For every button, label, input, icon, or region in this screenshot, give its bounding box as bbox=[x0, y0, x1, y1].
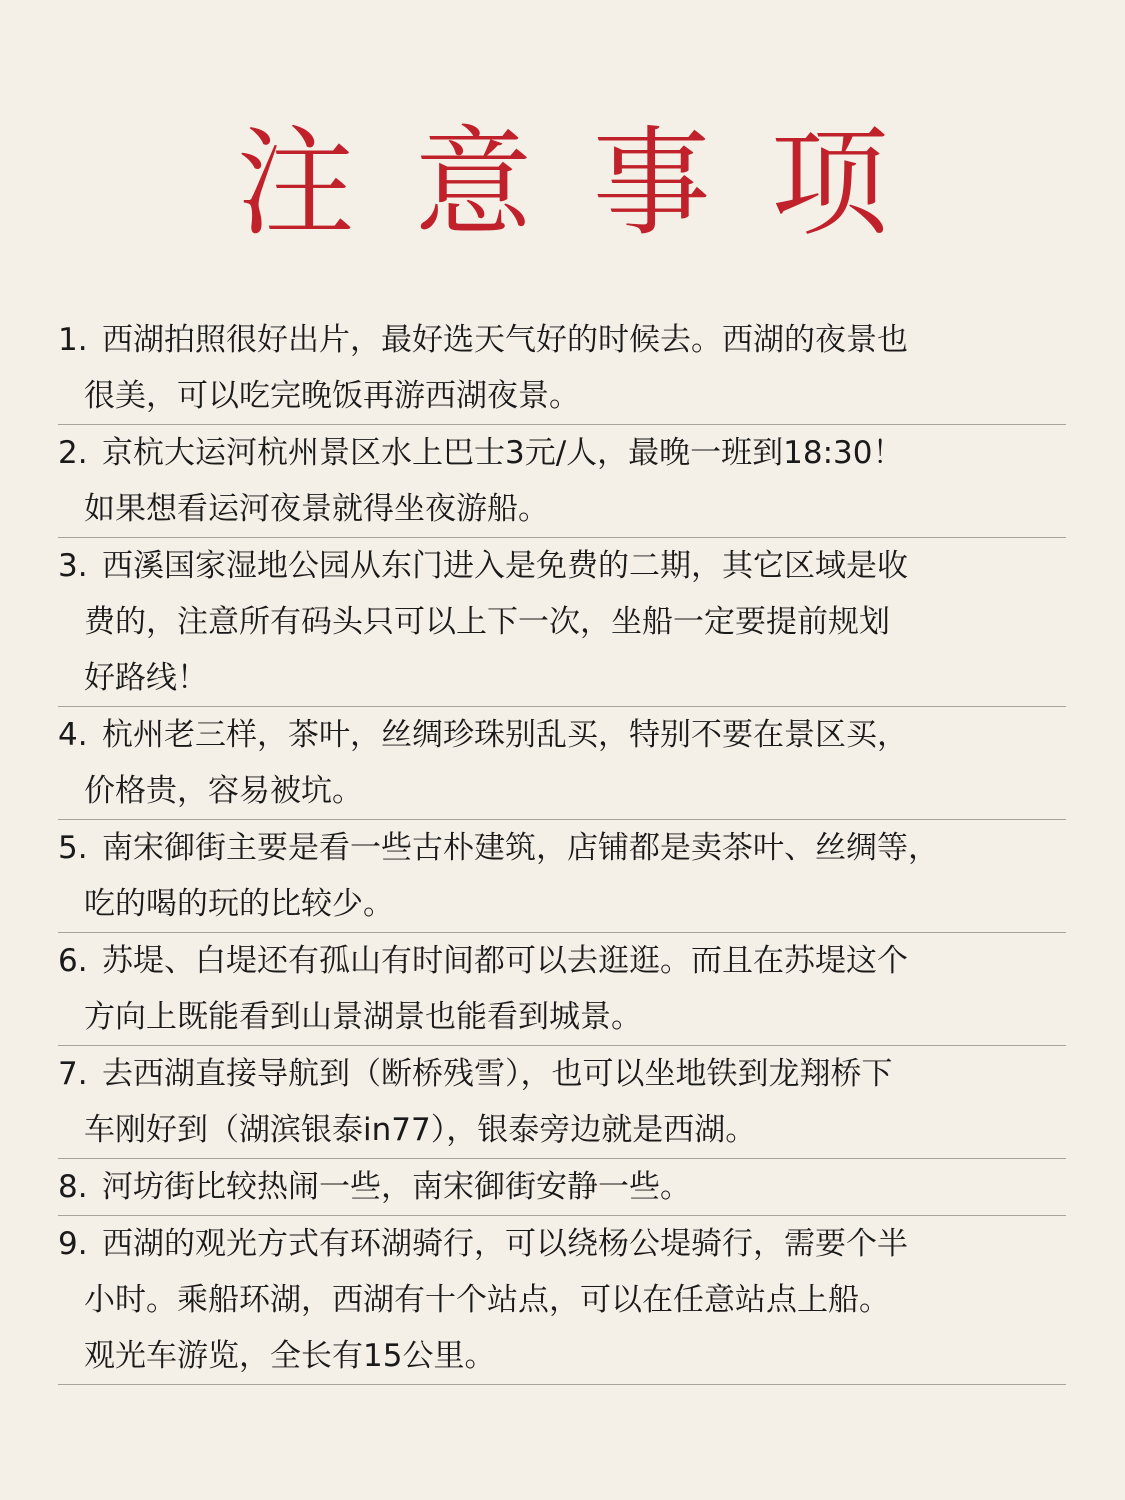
list-item-number: 4. bbox=[58, 717, 88, 753]
list-item bbox=[58, 1046, 1066, 1159]
list-item bbox=[58, 1216, 1066, 1385]
list-item-line bbox=[58, 1102, 1066, 1158]
list-item-line bbox=[58, 538, 1066, 594]
page-title: 注意事项 bbox=[236, 114, 949, 252]
list-item-text: 西溪国家湿地公园从东门进入是免费的二期，其它区域是收 bbox=[102, 548, 908, 584]
list-item bbox=[58, 707, 1066, 820]
list-item-line bbox=[58, 368, 1066, 424]
list-item-line bbox=[58, 650, 1066, 706]
list-item-number: 3. bbox=[58, 548, 88, 584]
list-item-text: 观光车游览，全长有15公里。 bbox=[84, 1338, 496, 1374]
list-item-line bbox=[58, 1046, 1066, 1102]
list-item-line bbox=[58, 1216, 1066, 1272]
list-item-text: 西湖拍照很好出片，最好选天气好的时候去。西湖的夜景也 bbox=[102, 322, 908, 358]
list-item-text: 去西湖直接导航到（断桥残雪），也可以坐地铁到龙翔桥下 bbox=[102, 1056, 893, 1092]
list-item-line bbox=[58, 312, 1066, 368]
notes-list bbox=[58, 312, 1066, 1385]
list-item-text: 价格贵，容易被坑。 bbox=[84, 773, 363, 809]
list-item-text: 苏堤、白堤还有孤山有时间都可以去逛逛。而且在苏堤这个 bbox=[102, 943, 908, 979]
list-item-text: 很美，可以吃完晚饭再游西湖夜景。 bbox=[84, 378, 580, 414]
list-item-number: 9. bbox=[58, 1226, 88, 1262]
list-item-line bbox=[58, 594, 1066, 650]
list-item-line bbox=[58, 933, 1066, 989]
list-item-text: 河坊街比较热闹一些，南宋御街安静一些。 bbox=[102, 1169, 691, 1205]
list-item-number: 1. bbox=[58, 322, 88, 358]
list-item-text: 吃的喝的玩的比较少。 bbox=[84, 886, 394, 922]
list-item-line bbox=[58, 989, 1066, 1045]
list-item-line bbox=[58, 481, 1066, 537]
list-item-number: 2. bbox=[58, 435, 88, 471]
list-item-text: 费的，注意所有码头只可以上下一次，坐船一定要提前规划 bbox=[84, 604, 890, 640]
list-item-text: 好路线！ bbox=[84, 660, 208, 696]
list-item-text: 车刚好到（湖滨银泰in77），银泰旁边就是西湖。 bbox=[84, 1112, 757, 1148]
list-item-line bbox=[58, 425, 1066, 481]
list-item bbox=[58, 312, 1066, 425]
list-item-line bbox=[58, 707, 1066, 763]
list-item-number: 8. bbox=[58, 1169, 88, 1205]
list-item-text: 小时。乘船环湖，西湖有十个站点，可以在任意站点上船。 bbox=[84, 1282, 890, 1318]
list-item-text: 京杭大运河杭州景区水上巴士3元/人，最晚一班到18:30！ bbox=[102, 435, 904, 471]
list-item bbox=[58, 933, 1066, 1046]
list-item-line bbox=[58, 763, 1066, 819]
list-item-text: 如果想看运河夜景就得坐夜游船。 bbox=[84, 491, 549, 527]
list-item-number: 7. bbox=[58, 1056, 88, 1092]
list-item bbox=[58, 820, 1066, 933]
list-item-line bbox=[58, 820, 1066, 876]
list-item bbox=[58, 425, 1066, 538]
list-item-text: 西湖的观光方式有环湖骑行，可以绕杨公堤骑行，需要个半 bbox=[102, 1226, 908, 1262]
list-item bbox=[58, 1159, 1066, 1216]
list-item-text: 南宋御街主要是看一些古朴建筑，店铺都是卖茶叶、丝绸等， bbox=[102, 830, 939, 866]
list-item bbox=[58, 538, 1066, 707]
list-item-text: 杭州老三样，茶叶，丝绸珍珠别乱买，特别不要在景区买， bbox=[102, 717, 908, 753]
list-item-line bbox=[58, 1272, 1066, 1328]
list-item-number: 5. bbox=[58, 830, 88, 866]
list-item-line bbox=[58, 1159, 1066, 1215]
list-item-number: 6. bbox=[58, 943, 88, 979]
list-item-line bbox=[58, 876, 1066, 932]
list-item-line bbox=[58, 1328, 1066, 1384]
list-item-text: 方向上既能看到山景湖景也能看到城景。 bbox=[84, 999, 642, 1035]
